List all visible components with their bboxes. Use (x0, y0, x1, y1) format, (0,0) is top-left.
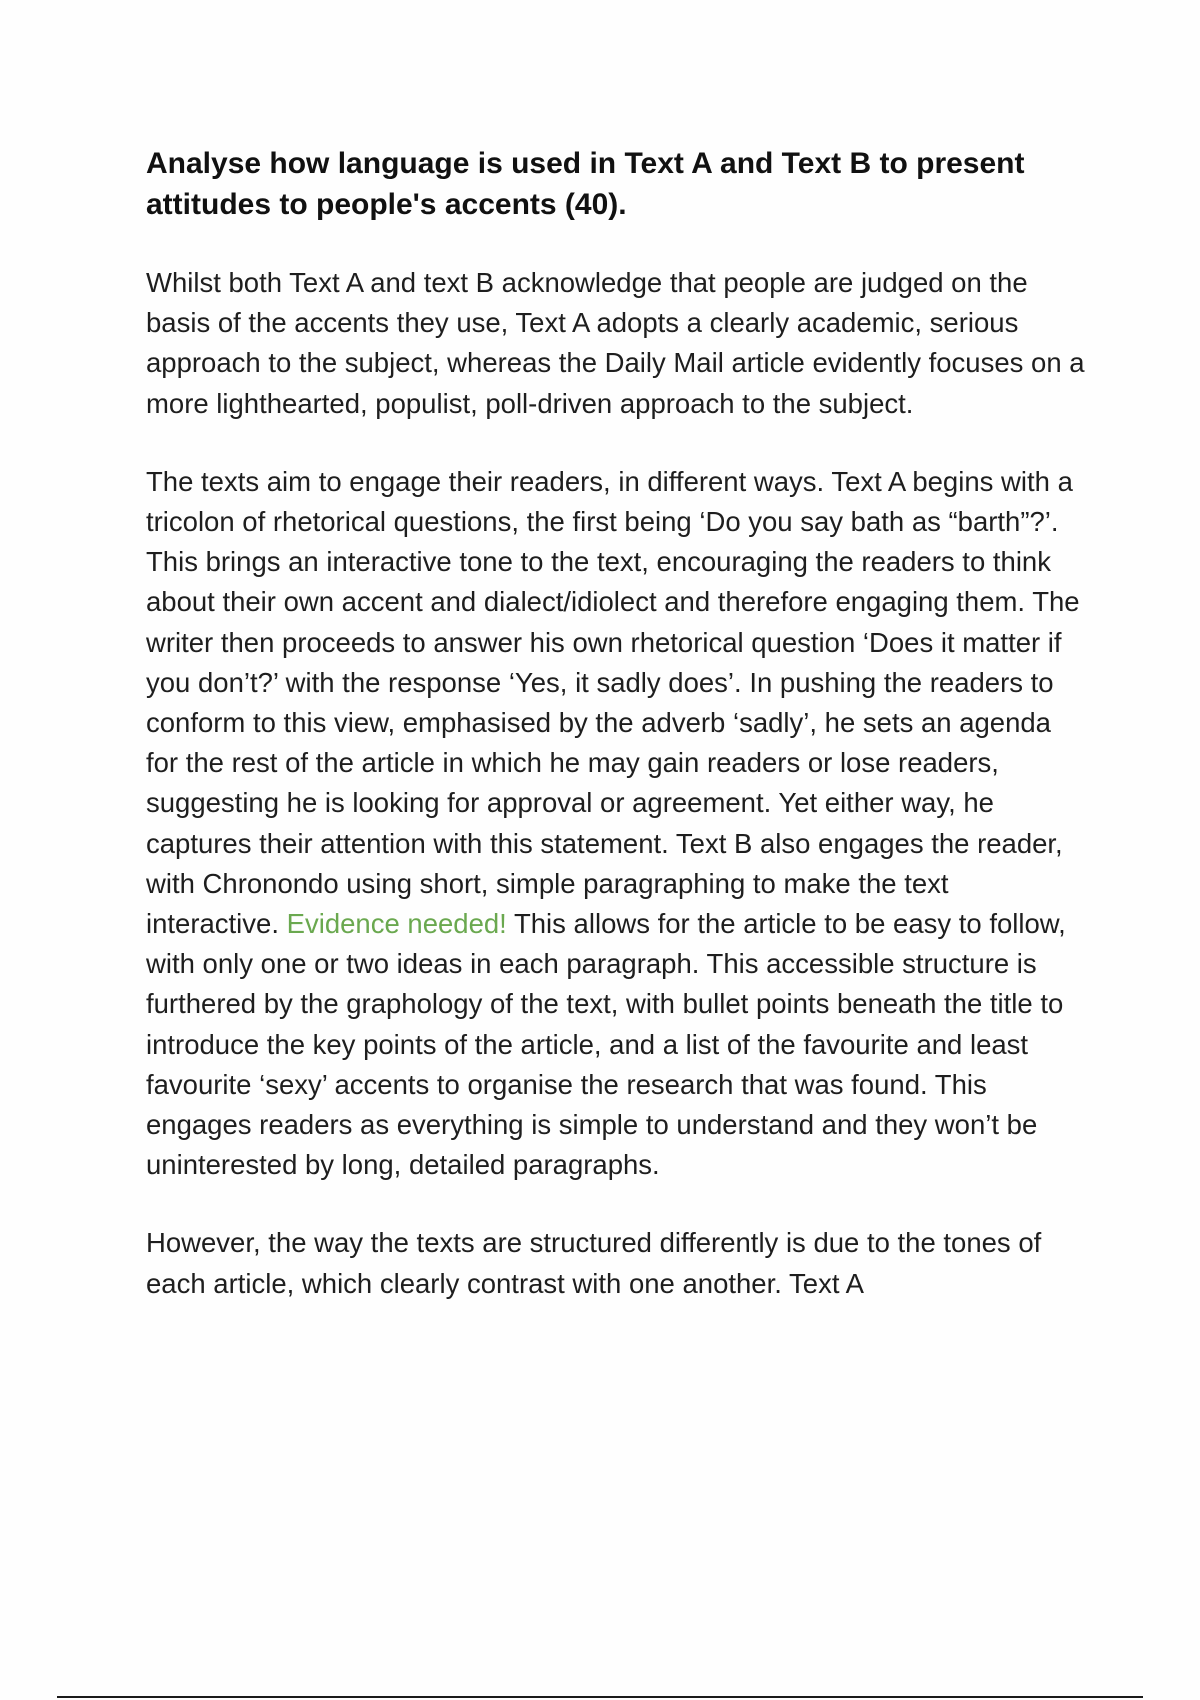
paragraph-3: However, the way the texts are structured differently is due to the tones of each article, which clearly contrast with one another. Text A (146, 1227, 1042, 1299)
paragraph-1: Whilst both Text A and text B acknowledge that people are judged on the basis of the accents they use, Text A adopts a clearly academic, serious approach to the subject, whereas the Daily Mail article evidently focuses on a more lighthearted, populist, poll-driven approach to the subject. (146, 267, 1085, 419)
page-bottom-divider (57, 1696, 1143, 1698)
essay-question: Analyse how language is used in Text A and Text B to present attitudes to people's accents (40). (146, 147, 1025, 221)
paragraph-2-text-end: This allows for the article to be easy to follow, with only one or two ideas in each paragraph. This accessible structure is furthered by the graphology of the text, with bullet points beneath the title to introduce the key points of the article, and a list of the favourite and least favourite ‘sexy’ accents to organise the research that was found. This engages readers as everything is simple to understand and they won’t be uninterested by long, detailed paragraphs. (146, 908, 1066, 1181)
essay-body (146, 143, 1086, 1342)
paragraph-2 (146, 462, 1086, 1186)
paragraph-2-text-start: The texts aim to engage their readers, in different ways. Text A begins with a tricolon of rhetorical questions, the first being ‘Do you say bath as “barth”?’. This brings an interactive tone to the text, encouraging the readers to think about their own accent and dialect/idiolect and therefore engaging them. The writer then proceeds to answer his own rhetorical question ‘Does it matter if you don’t?’ with the response ‘Yes, it sadly does’. In pushing the readers to conform to this view, emphasised by the adverb ‘sadly’, he sets an agenda for the rest of the article in which he may gain readers or lose readers, suggesting he is looking for approval or agreement. Yet either way, he captures their attention with this statement. Text B also engages the reader, with Chronondo using short, simple paragraphing to make the text interactive. (146, 465, 1080, 940)
teacher-comment: Evidence needed! (286, 908, 507, 940)
